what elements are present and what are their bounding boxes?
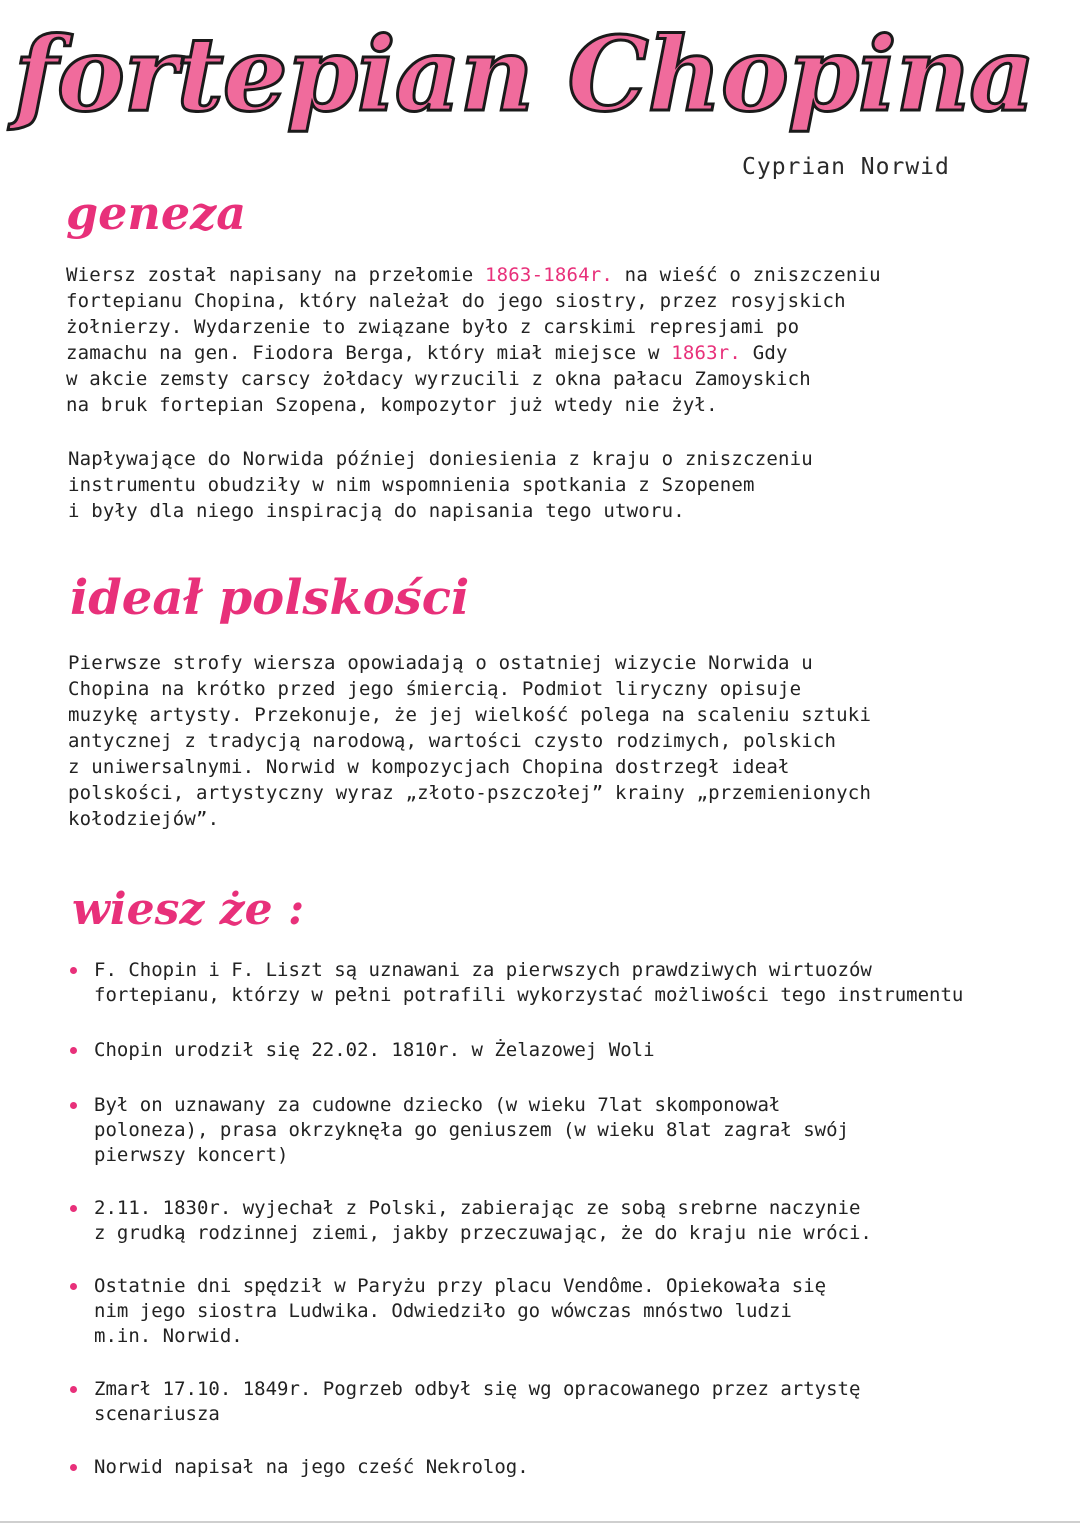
list-item: [62, 1038, 1052, 1063]
text-line: nim jego siostra Ludwika. Odwiedziło go wówczas mnóstwo ludzi: [94, 1300, 792, 1322]
text-line: 2.11. 1830r. wyjechał z Polski, zabierając ze sobą srebrne naczynie: [94, 1197, 861, 1219]
text-line: na bruk fortepian Szopena, kompozytor już wtedy nie żył.: [66, 394, 718, 416]
text-line: żołnierzy. Wydarzenie to związane było z carskimi represjami po: [66, 316, 800, 338]
text-line: i były dla niego inspiracją do napisania tego utworu.: [68, 500, 685, 522]
bullet-icon: [70, 967, 77, 974]
text-line: Norwid napisał na jego cześć Nekrolog.: [94, 1456, 529, 1478]
text-line: muzykę artysty. Przekonuje, że jej wielkość polega na scaleniu sztuki: [68, 704, 872, 726]
text-line: Chopin urodził się 22.02. 1810r. w Żelazowej Woli: [94, 1039, 655, 1061]
bullet-icon: [70, 1102, 77, 1109]
section-heading-wiesz: [72, 884, 304, 935]
text-line: polskości, artystyczny wyraz „złoto-pszczołej” krainy „przemienionych: [68, 782, 872, 804]
bullet-icon: [70, 1047, 77, 1054]
section-heading-geneza: geneza: [66, 186, 247, 240]
text-line: fortepianu Chopina, który należał do jego siostry, przez rosyjskich: [66, 290, 846, 312]
text-line: [66, 340, 881, 366]
geneza-paragraph-2: [68, 446, 813, 524]
author-name: Cyprian Norwid: [742, 154, 950, 180]
text-line: kołodziejów”.: [68, 808, 220, 830]
bullet-icon: [70, 1386, 77, 1393]
text-run: Gdy: [741, 342, 788, 364]
text-line: [66, 262, 881, 288]
text-line: antycznej z tradycją narodową, wartości czysto rodzimych, polskich: [68, 730, 837, 752]
list-item: [62, 1377, 1052, 1427]
text-line: Zmarł 17.10. 1849r. Pogrzeb odbył się wg opracowanego przez artystę: [94, 1378, 861, 1400]
text-line: pierwszy koncert): [94, 1144, 289, 1166]
text-run: Wiersz został napisany na przełomie: [66, 264, 486, 286]
text-line: poloneza), prasa okrzyknęła go geniuszem (w wieku 8lat zagrał swój: [94, 1119, 849, 1141]
heading-colon: :: [287, 884, 305, 935]
bullet-icon: [70, 1283, 77, 1290]
list-item: [62, 1274, 1052, 1349]
date-highlight: 1863r.: [671, 342, 742, 364]
text-line: Był on uznawany za cudowne dziecko (w wieku 7lat skomponował: [94, 1094, 781, 1116]
facts-list: [62, 958, 1052, 1480]
page-title: fortepian Chopina: [14, 15, 1035, 135]
text-line: instrumentu obudziły w nim wspomnienia spotkania z Szopenem: [68, 474, 755, 496]
text-line: scenariusza: [94, 1403, 220, 1425]
text-line: Pierwsze strofy wiersza opowiadają o ostatniej wizycie Norwida u: [68, 652, 813, 674]
text-line: z grudką rodzinnej ziemi, jakby przeczuwając, że do kraju nie wróci.: [94, 1222, 872, 1244]
list-item: [62, 958, 1052, 1008]
list-item: [62, 1455, 1052, 1480]
list-item: [62, 1196, 1052, 1246]
page-bottom-edge: [0, 1521, 1080, 1523]
text-line: m.in. Norwid.: [94, 1325, 243, 1347]
text-line: w akcie zemsty carscy żołdacy wyrzucili z okna pałacu Zamoyskich: [66, 368, 811, 390]
text-line: z uniwersalnymi. Norwid w kompozycjach Chopina dostrzegł ideał: [68, 756, 790, 778]
section-heading-ideal: ideał polskości: [70, 570, 470, 626]
list-item: [62, 1093, 1052, 1168]
text-line: Napływające do Norwida później doniesienia z kraju o zniszczeniu: [68, 448, 813, 470]
text-run: na wieść o zniszczeniu: [613, 264, 881, 286]
text-run: zamachu na gen. Fiodora Berga, który miał miejsce w: [66, 342, 672, 364]
text-line: Chopina na krótko przed jego śmiercią. Podmiot liryczny opisuje: [68, 678, 802, 700]
ideal-paragraph: [68, 650, 871, 832]
text-line: fortepianu, którzy w pełni potrafili wykorzystać możliwości tego instrumentu: [94, 984, 964, 1006]
bullet-icon: [70, 1205, 77, 1212]
geneza-paragraph-1: [66, 262, 881, 418]
text-line: F. Chopin i F. Liszt są uznawani za pierwszych prawdziwych wirtuozów: [94, 959, 872, 981]
text-line: Ostatnie dni spędził w Paryżu przy placu Vendôme. Opiekowała się: [94, 1275, 827, 1297]
bullet-icon: [70, 1464, 77, 1471]
heading-text: wiesz że: [72, 884, 273, 935]
date-highlight: 1863-1864r.: [485, 264, 614, 286]
